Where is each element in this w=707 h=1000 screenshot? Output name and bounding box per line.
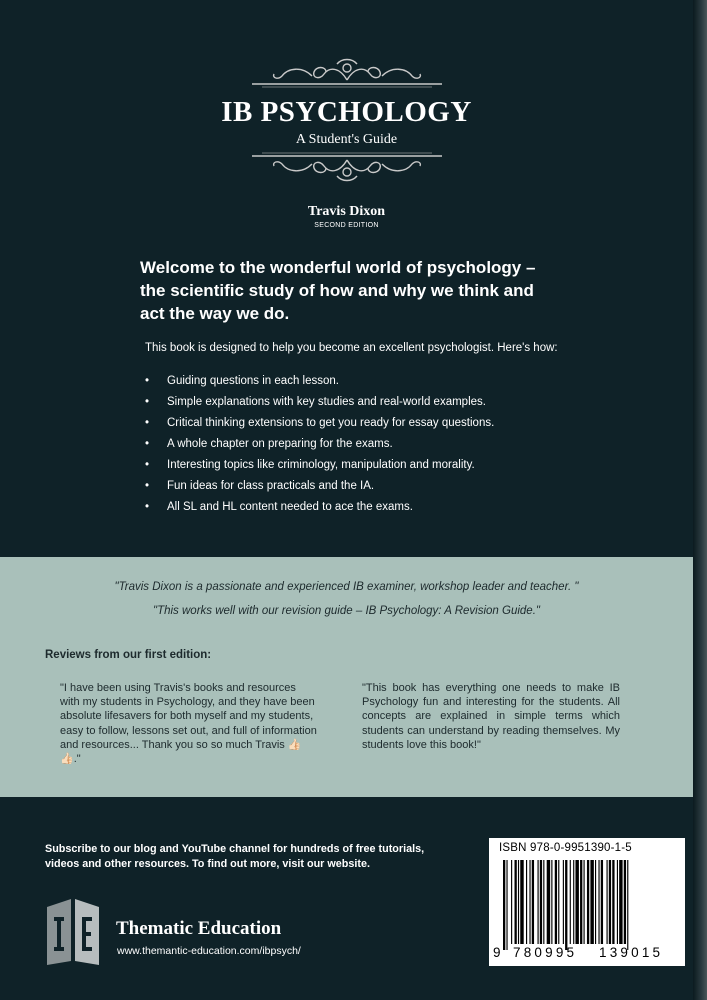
barcode-bar [601, 860, 603, 944]
barcode-bar [558, 860, 559, 944]
barcode-bar [547, 860, 550, 944]
isbn-label: ISBN 978-0-9951390-1-5 [499, 842, 632, 854]
book-subtitle: A Student's Guide [295, 132, 398, 147]
barcode-bar [609, 860, 611, 944]
barcode-bar [570, 860, 571, 944]
barcode-bar [551, 860, 552, 944]
intro-statement: Welcome to the wonderful world of psychology – the scientific study of how and why we think and act the way we do. [140, 258, 536, 323]
barcode-bar [506, 860, 507, 950]
barcode-bar [532, 860, 534, 944]
list-item: • Fun ideas for class practicals and the IA. [145, 479, 575, 500]
list-item: • A whole chapter on preparing for the exams. [145, 437, 575, 458]
list-item: • Simple explanations with key studies and real-world examples. [145, 395, 575, 416]
subscribe-text: Subscribe to our blog and YouTube channel for hundreds of free tutorials, videos and other resources. To find out more, visit our website. [45, 843, 425, 870]
barcode-bar [617, 860, 618, 944]
barcode-bar [526, 860, 527, 944]
barcode-bar [515, 860, 517, 944]
spine-edge [693, 0, 707, 1000]
barcode-bar [627, 860, 628, 950]
brand-name: Thematic Education [116, 918, 282, 939]
edition-label: SECOND EDITION [314, 222, 379, 229]
barcode-lead-digit: 9 [493, 945, 501, 960]
barcode-bar [590, 860, 593, 944]
barcode-right-digits: 139015 [599, 945, 664, 960]
barcode-bar [529, 860, 530, 944]
barcode-bar [573, 860, 574, 944]
barcode-bar [624, 860, 626, 944]
list-item: • All SL and HL content needed to ace the exams. [145, 500, 575, 521]
barcode-bar [555, 860, 557, 944]
barcode-bar [598, 860, 599, 944]
barcode-left-digits: 780995 [513, 945, 578, 960]
barcode-bar [543, 860, 544, 944]
list-item: • Guiding questions in each lesson. [145, 374, 575, 395]
list-item: • Critical thinking extensions to get you ready for essay questions. [145, 416, 575, 437]
feature-list [145, 374, 575, 521]
barcode-bar [563, 860, 564, 944]
author-name: Travis Dixon [307, 204, 386, 219]
barcode-bar [538, 860, 539, 944]
review-quote: "I have been using Travis's books and resources with my students in Psychology, and they have been absolute lifesavers for both myself and my students, easy to follow, lessons set out, and full of information and resources... Thank you so so much Travis 👍🏻👍🏻." [60, 682, 317, 766]
list-item: • Interesting topics like criminology, manipulation and morality. [145, 458, 575, 479]
barcode-bar [511, 860, 512, 944]
barcode-bar [520, 860, 523, 944]
review-band [0, 557, 693, 797]
barcode-bar [518, 860, 519, 944]
barcode-bar [584, 860, 585, 944]
barcode-bar [580, 860, 582, 944]
bottom-flourish-icon [252, 152, 442, 182]
barcode-bar [540, 860, 542, 944]
endorsement-quote: "Travis Dixon is a passionate and experienced IB examiner, workshop leader and teacher. " [114, 581, 579, 593]
website-url[interactable]: www.themantic-education.com/ibpsych/ [117, 945, 301, 957]
endorsement-quote: "This works well with our revision guide – IB Psychology: A Revision Guide." [153, 605, 540, 617]
barcode-bar [575, 860, 578, 944]
barcode-bar [595, 860, 596, 944]
barcode-bar [565, 860, 567, 950]
review-quote: "This book has everything one needs to make IB Psychology fun and interesting for the students. All concepts are explained in simple terms which students can understand by reading themselves. My students love this book!" [362, 682, 620, 751]
open-book-logo-icon [45, 895, 101, 965]
reviews-heading: Reviews from our first edition: [45, 649, 212, 661]
title-block [0, 58, 693, 229]
book-title: IB PSYCHOLOGY [221, 96, 472, 128]
book-description: This book is designed to help you become an excellent psychologist. Here's how: [145, 342, 558, 354]
barcode [489, 838, 685, 966]
barcode-bar [607, 860, 608, 944]
top-flourish-icon [252, 58, 442, 88]
barcode-bar [612, 860, 614, 944]
barcode-bar [587, 860, 589, 944]
barcode-bar [503, 860, 505, 950]
barcode-bar [619, 860, 622, 944]
